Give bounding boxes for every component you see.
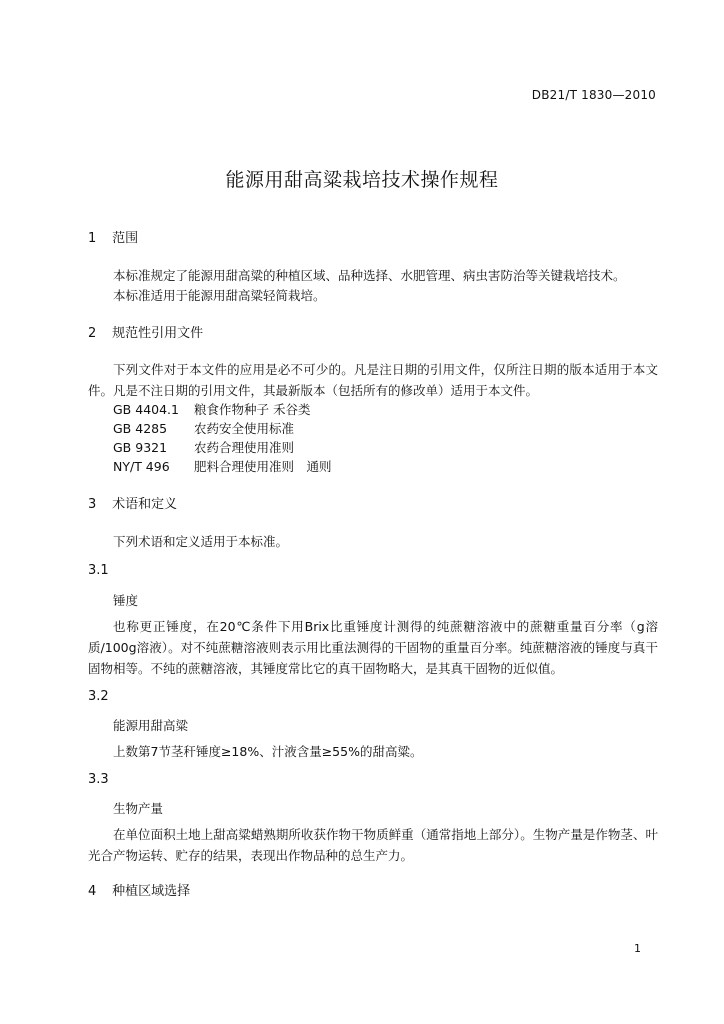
reference-code: GB 4404.1 [113,402,179,417]
term-number: 3.3 [88,772,109,787]
term-definition: 也称更正锤度，在20℃条件下用Brix比重锤度计测得的纯蔗糖溶液中的蔗糖重量百分率（g溶质/100g溶液）。对不纯蔗糖溶液则表示用比重法测得的干固物的重量百分率。纯蔗糖溶液的锤度与真干固物相等。不纯的蔗糖溶液，其锤度常比它的真干固物略大，是其真干固物的近似值。 [88,619,658,676]
section-number: 1 [88,231,97,246]
term-definition: 在单位面积土地上甜高粱蜡熟期所收获作物干物质鲜重（通常指地上部分）。生物产量是作物茎、叶光合产物运转、贮存的结果，表现出作物品种的总生产力。 [88,827,658,863]
reference-code: GB 9321 [113,440,168,455]
term-name: 锤度 [113,593,139,608]
section-number: 2 [88,326,97,341]
reference-item [113,439,294,457]
section-number: 4 [88,884,97,899]
reference-name: 粮食作物种子 禾谷类 [194,402,311,417]
document-number: DB21/T 1830—2010 [531,88,656,102]
section-heading-planting-region [88,883,190,901]
section-title: 规范性引用文件 [112,326,204,341]
scope-paragraph-2: 本标准适用于能源用甜高粱轻简栽培。 [113,288,326,303]
normative-intro-paragraph: 下列文件对于本文件的应用是必不可少的。凡是注日期的引用文件，仅所注日期的版本适用于本文件。凡是不注日期的引用文件，其最新版本（包括所有的修改单）适用于本文件。 [88,362,658,398]
reference-name: 肥料合理使用准则 通则 [194,459,332,474]
reference-code: GB 4285 [113,421,168,436]
section-title: 术语和定义 [112,497,178,512]
term-number: 3.2 [88,689,109,704]
section-title: 种植区域选择 [112,884,191,899]
section-heading-terms [88,496,177,514]
section-heading-scope [88,230,138,248]
reference-name: 农药安全使用标准 [194,421,295,436]
reference-code: NY/T 496 [113,459,170,474]
section-title: 范围 [112,231,139,246]
term-name: 能源用甜高粱 [113,718,189,733]
reference-item [113,401,310,419]
section-number: 3 [88,497,97,512]
scope-paragraph-1: 本标准规定了能源用甜高粱的种植区域、品种选择、水肥管理、病虫害防治等关键栽培技术。 [113,268,626,283]
page-number: 1 [634,942,641,955]
term-number: 3.1 [88,563,109,578]
document-title: 能源用甜高粱栽培技术操作规程 [225,169,499,191]
terms-intro: 下列术语和定义适用于本标准。 [113,534,289,549]
reference-item [113,458,332,476]
reference-name: 农药合理使用准则 [194,440,295,455]
term-name: 生物产量 [113,801,164,816]
term-definition: 上数第7节茎秆锤度≥18%、汁液含量≥55%的甜高粱。 [113,744,423,759]
section-heading-normative-references [88,325,203,343]
reference-item [113,420,294,438]
